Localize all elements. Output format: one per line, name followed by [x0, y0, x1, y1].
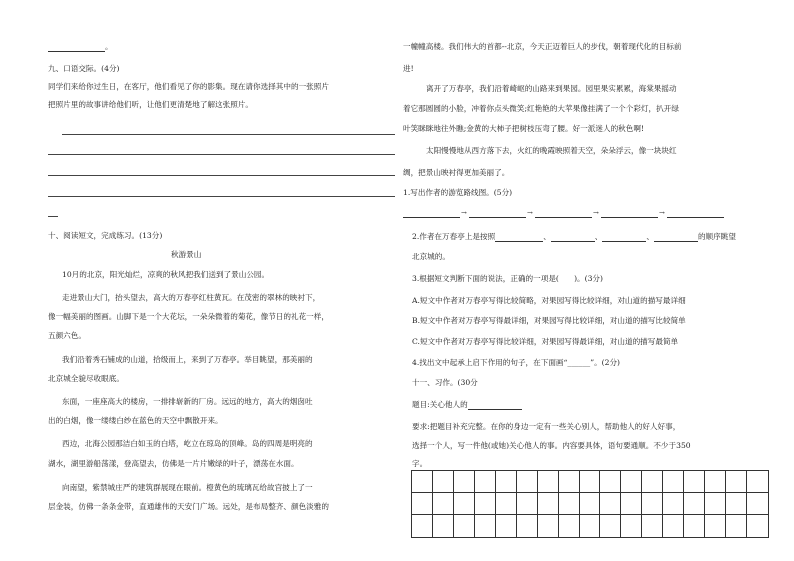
- passage-p1: 10月的北京，阳光灿烂，凉爽的秋风把我们送到了景山公园。: [62, 270, 270, 279]
- q3-option-a[interactable]: A.短文中作者对万春亭写得比较简略，对果园写得比较详细，对山道的描写最详细: [412, 296, 686, 305]
- grid-cell[interactable]: [454, 471, 475, 493]
- grid-cell[interactable]: [454, 515, 475, 537]
- q11-heading: 十一、习作。(30分: [412, 378, 478, 387]
- grid-cell[interactable]: [433, 515, 454, 537]
- grid-cell[interactable]: [475, 493, 496, 515]
- route-blank-3[interactable]: [535, 209, 592, 218]
- q2-text-line1: 2.作者在万春亭上是按照 、 、 、 的顺序眺望: [412, 232, 736, 241]
- answer-line-2[interactable]: [48, 154, 395, 155]
- q3-option-c[interactable]: C.短文中作者对万春亭写得比较详细，对果园写得最详细，对山道的描写最简单: [412, 337, 679, 346]
- passage-p8-line2: 绸，把景山映衬得更加美丽了。: [403, 168, 510, 177]
- q2-blank-4[interactable]: [654, 233, 698, 242]
- essay-topic: 题目:关心他人的: [412, 400, 522, 410]
- grid-cell[interactable]: [517, 515, 538, 537]
- grid-cell[interactable]: [621, 471, 642, 493]
- q2-blank-2[interactable]: [551, 233, 595, 242]
- q10-heading: 十、阅读短文，完成练习。(13分): [48, 231, 163, 240]
- grid-cell[interactable]: [559, 493, 580, 515]
- passage-p2-line3: 五颜六色。: [48, 331, 86, 340]
- grid-cell[interactable]: [621, 493, 642, 515]
- grid-cell[interactable]: [559, 515, 580, 537]
- grid-cell[interactable]: [496, 515, 517, 537]
- answer-line-3[interactable]: [48, 175, 395, 176]
- route-blank-2[interactable]: [469, 209, 526, 218]
- grid-cell[interactable]: [517, 471, 538, 493]
- q3-text: 3.根据短文判断下面的说法，正确的一项是( )。(3分): [412, 274, 603, 283]
- grid-cell[interactable]: [747, 493, 768, 515]
- essay-requirement-line3: 字。: [412, 459, 428, 468]
- route-answer-row: [403, 209, 763, 221]
- passage-p4-line1: 东面，一座座高大的楼房，一排排崭新的厂房。远远的地方，高大的烟囱吐: [62, 397, 313, 406]
- grid-cell[interactable]: [580, 471, 601, 493]
- grid-cell[interactable]: [747, 471, 768, 493]
- q9-heading: 九、口语交际。(4分): [48, 64, 120, 73]
- arrow-icon: →: [593, 209, 599, 217]
- essay-requirement-line1: 要求:把题目补充完整。在你的身边一定有一些关心别人，帮助他人的好人好事，: [412, 422, 681, 431]
- grid-cell[interactable]: [663, 515, 684, 537]
- grid-cell[interactable]: [454, 493, 475, 515]
- grid-cell[interactable]: [705, 515, 726, 537]
- grid-cell[interactable]: [517, 493, 538, 515]
- passage-p4-line2: 出的白烟，像一缕缕白纱在蓝色的天空中飘散开来。: [48, 416, 223, 425]
- passage-p3-line1: 我们沿着秀石铺成的山道，拾级而上，来到了万春亭。举目眺望，那美丽的: [62, 355, 313, 364]
- q2-text-line2: 北京城的。: [412, 252, 450, 261]
- grid-cell[interactable]: [600, 493, 621, 515]
- q2-blank-1[interactable]: [495, 233, 543, 242]
- route-blank-1[interactable]: [403, 209, 460, 218]
- writing-grid[interactable]: [411, 470, 769, 538]
- grid-cell[interactable]: [538, 493, 559, 515]
- grid-cell[interactable]: [684, 493, 705, 515]
- passage-title: 秋游景山: [171, 250, 202, 259]
- grid-cell[interactable]: [580, 493, 601, 515]
- grid-cell[interactable]: [726, 515, 747, 537]
- passage-p2-line1: 走进景山大门，抬头望去，高大的万春亭红柱黄瓦。在茂密的翠林的映衬下，: [62, 293, 321, 302]
- grid-cell[interactable]: [433, 493, 454, 515]
- q2-blank-3[interactable]: [602, 233, 646, 242]
- grid-cell[interactable]: [433, 471, 454, 493]
- grid-cell[interactable]: [496, 493, 517, 515]
- topic-blank[interactable]: [468, 401, 522, 410]
- passage-p7-line1: 离开了万春亭，我们沿着崎岖的山路来到果园。园里果实累累，海棠果摇动: [426, 84, 677, 93]
- grid-cell[interactable]: [663, 471, 684, 493]
- passage-cont-line2: 进!: [403, 64, 414, 73]
- top-answer-blank: 。: [48, 42, 113, 52]
- answer-line-4[interactable]: [48, 196, 395, 197]
- passage-p5-line1: 西边，北海公园那洁白如玉的白塔，屹立在琼岛的顶峰。岛的四周是明亮的: [62, 439, 313, 448]
- grid-cell[interactable]: [412, 493, 433, 515]
- grid-cell[interactable]: [538, 471, 559, 493]
- grid-cell[interactable]: [726, 493, 747, 515]
- grid-cell[interactable]: [600, 515, 621, 537]
- passage-p6-line1: 向南望，紫禁城庄严的建筑群展现在眼前。橙黄色的琉璃瓦给故宫披上了一: [62, 483, 313, 492]
- passage-p3-line2: 北京城全貌尽收眼底。: [48, 374, 124, 383]
- grid-cell[interactable]: [642, 493, 663, 515]
- arrow-icon: →: [527, 209, 533, 217]
- answer-line-1[interactable]: [62, 134, 395, 135]
- grid-cell[interactable]: [496, 471, 517, 493]
- grid-cell[interactable]: [559, 471, 580, 493]
- answer-line-5[interactable]: [48, 216, 58, 217]
- passage-p7-line2: 着它那圆圆的小脸，冲着你点头微笑;红艳艳的大苹果像挂满了一个个彩灯，扒开绿: [403, 104, 679, 113]
- grid-cell[interactable]: [684, 515, 705, 537]
- left-column: [0, 0, 395, 561]
- grid-cell[interactable]: [747, 515, 768, 537]
- grid-cell[interactable]: [726, 471, 747, 493]
- passage-p2-line2: 像一幅美丽的图画。山脚下是一个大花坛，一朵朵微着的菊花，像节日的礼花一样，: [48, 312, 329, 321]
- grid-cell[interactable]: [412, 471, 433, 493]
- route-blank-5[interactable]: [667, 209, 724, 218]
- grid-cell[interactable]: [621, 515, 642, 537]
- right-column: [398, 0, 794, 561]
- grid-cell[interactable]: [475, 471, 496, 493]
- route-blank-4[interactable]: [601, 209, 658, 218]
- passage-p8-line1: 太阳慢慢地从西方落下去，火红的晚霞映照着天空，朵朵浮云，像一块块红: [426, 146, 677, 155]
- grid-cell[interactable]: [705, 471, 726, 493]
- q9-text-line1: 同学们来给你过生日，在客厅，他们看见了你的影集。现在请你选择其中的一张照片: [48, 82, 329, 91]
- passage-cont-line1: 一幢幢高楼。我们伟大的首都--北京，今天正迈着巨人的步伐，朝着现代化的目标前: [403, 42, 682, 51]
- grid-cell[interactable]: [538, 515, 559, 537]
- q4-text: 4.找出文中起承上启下作用的句子，在下面画“______”。(2分): [412, 358, 621, 367]
- passage-p5-line2: 湖水，湖里游船荡漾，登高望去，仿佛是一片片嫩绿的叶子，漂荡在水面。: [48, 459, 299, 468]
- passage-p6-line2: 层金装，仿佛一条条金带，直通雄伟的天安门广场。远处，是布局整齐、颜色淡雅的: [48, 502, 329, 511]
- grid-cell[interactable]: [705, 493, 726, 515]
- grid-cell[interactable]: [600, 471, 621, 493]
- arrow-icon: →: [461, 209, 467, 217]
- grid-cell[interactable]: [580, 515, 601, 537]
- grid-cell[interactable]: [642, 471, 663, 493]
- q9-text-line2: 把照片里的故事讲给他们听，让他们更清楚地了解这张照片。: [48, 100, 254, 109]
- essay-requirement-line2: 选择一个人，写一件他(或她)关心他人的事。内容要具体，语句要通顺。不少于350: [412, 441, 691, 450]
- q1-text: 1.写出作者的游览路线图。(5分): [403, 188, 513, 197]
- q3-option-b[interactable]: B.短文中作者对万春亭写得最详细，对果园写得比较详细，对山道的描写比较简单: [412, 316, 686, 325]
- arrow-icon: →: [659, 209, 665, 217]
- grid-cell[interactable]: [475, 515, 496, 537]
- grid-cell[interactable]: [684, 471, 705, 493]
- grid-cell[interactable]: [663, 493, 684, 515]
- passage-p7-line3: 叶笑眯眯地往外瞧;金黄的大柿子把树枝压弯了腰。好一派迷人的秋色啊!: [403, 124, 645, 133]
- grid-cell[interactable]: [642, 515, 663, 537]
- grid-cell[interactable]: [412, 515, 433, 537]
